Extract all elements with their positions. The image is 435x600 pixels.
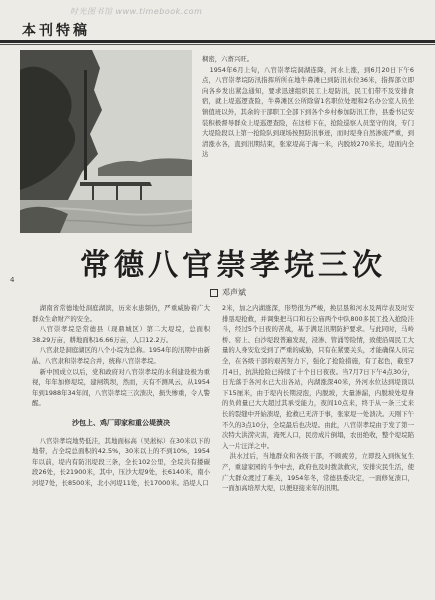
intro-paragraph: 1954年6月上旬，八官崇孝垸洞湖连降，河水上涨，到6月20日下午6点，八官崇孝垸防汛指挥所所在地牛鼻滩已到防汛水位36米，指挥部立即向各乡发出紧急通知，要求迅速组织民工上堤防汛，民工们带不及安排食宿，就上堤巡逻查险，牛鼻滩区公所除留1名职位处理和2名办公室人员坐镇值班以外，其余的干部职工全部下到各个乡村参加防汛工作，县委书记安装积极督导群众上堤巡逻查险，在这样下在，抢险巡察人员坚守的岗，专门大堤险段以上第一抢险队到现场按照防汛事迹，而时堤身自然渗流严重，到清涨水各，直到汛期结束，张家堤高于海一米，内脱坡270米长，堤面内全达 xyxy=(202,65,414,159)
body-paragraph: 新中国成立以后，党和政府对八官崇孝垸的水利建设极为重视，年年加修堤垸，建闸筑坝，然而，天有不测风云，从1954年到1988年34年间，八官崇孝垸三次溃决，损失惨重，令人警醒。 xyxy=(32,367,210,408)
header-rule xyxy=(0,40,435,43)
body-paragraph: 湖南省常德地处洞庭湖滨，历来水患频仍，严重威胁着广大群众生命财产的安全。 xyxy=(32,304,210,323)
watermark-text: 时光图书馆 www.timebook.com xyxy=(70,7,203,16)
intro-text xyxy=(202,54,414,160)
right-column xyxy=(222,303,414,494)
body-paragraph: 八官隶是洞庭湖区的八个小垸为总称。1954年的汛期中由新晶、八官隶和崇孝垸合并，统称八官崇孝垸。 xyxy=(32,346,210,365)
article-photo xyxy=(20,50,192,233)
byline-author: 邓声斌 xyxy=(222,288,246,297)
byline-box-icon xyxy=(210,289,218,297)
body-paragraph: 八官崇孝垸是常德县（现鼎城区）第二大堤垸，总面积38.29万亩，耕地面积16.66万亩，人口12.2万。 xyxy=(32,325,210,344)
byline xyxy=(210,287,246,298)
intro-paragraph: 稠密，六畜兴旺。 xyxy=(202,55,254,63)
page-number: 4 xyxy=(10,276,15,284)
section-subhead: 沙包上、鸡厂即家和重公堤溃决 xyxy=(72,418,170,427)
article-title: 常德八官崇孝垸三次 xyxy=(80,248,386,283)
body-paragraph: 2米，加之内湖涨深，形势很为严峻，换层垦和河水及两岸表及时安排垦堤抢救，并调集把马口和石公庙两个中队800多民工投入抢险洼斗，经过5个日夜的苦战，基于满足汛期防护要求。与此同时，马岭桥、窑上、白沙堤段普遍发现，浸渗、管涌等险情，致使沿周民工大量的人身安危受到了严重的威胁，只有在紧要关头，才能确保人员完全，在各级干部的艰苦努力下，强化了抢险措施，有了起色，截至7月4日，抗洪抢险已持续了十个日日夜夜。当7月7日下午4点30分，日光落于各河水已大出各站，内湖涨深40米，外河水位达到堤顶以下15厘米，由于堤内长期浸泡，内脱坡，大量渗漏，内脱坡处堤身的负荷量已大大超过其承受能力，夜间10点来，终于从一条三丈来长的裂缝中开始溃堤，抢救已无济于事，张家堤一处溃决。天刚下午不久的3点10分，全垸最后也决堤。由此，八官崇孝垸由于发了第一次特大洪涝灾害，淹死人口，民房成片倒塌，农田绝收，整个堤垸陷入一片汪洋之中。 xyxy=(222,304,414,450)
body-paragraph: 洪水过后，当地群众和各级干部，不顾疲劳，立即投入到恢复生产，重建家园的斗争中去，政府也及时拨款救灾，安排灾民生活，使广大群众渡过了难关，1954年冬，常德县委决定，一面修复溃口，一面加高培厚大堤，以便迎接来年的汛期。 xyxy=(222,452,414,493)
left-column xyxy=(32,303,210,489)
body-paragraph: 八官崇孝垸地势低洼，其地面标高（吴淞标）在30米以下的地带，占全垸总面积的42.5%，30米以上的不到10%，1954年以前，堤内有防汛堤段三条，全长102公里，全垸共有搂碳段26处，长21900米，其中，压沙大堤9处，长6140米，南小河堤7处，长8500米，北小河堤11处，长17000米。沿堤人口 xyxy=(32,436,210,487)
column-title: 本刊特稿 xyxy=(22,23,90,39)
header-rule-thin xyxy=(0,44,435,45)
photo-illustration xyxy=(20,50,192,233)
